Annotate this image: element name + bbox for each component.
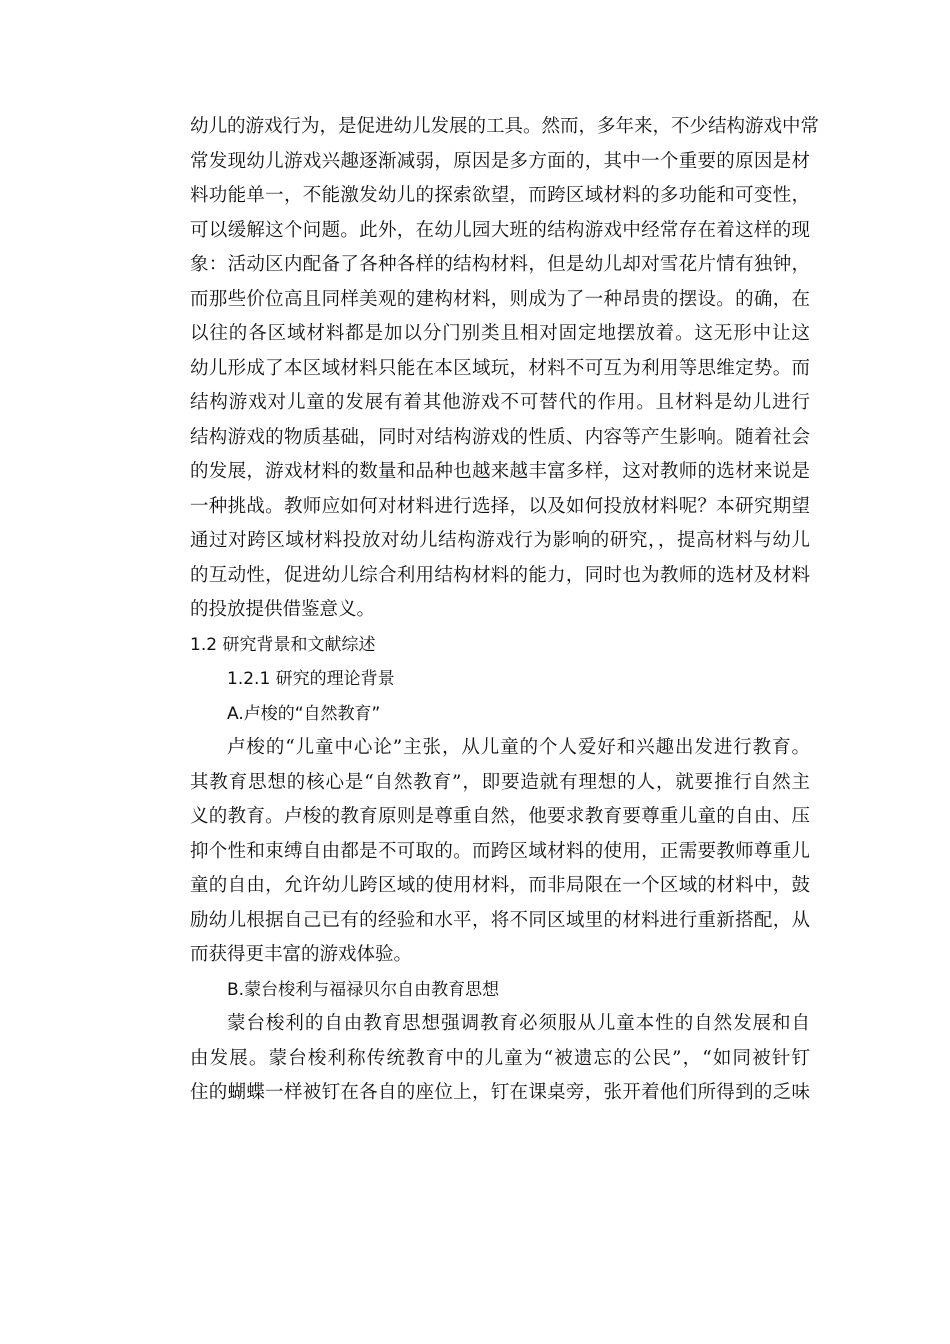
section-heading-1-2: 1.2 研究背景和文献综述 (190, 634, 376, 655)
subsection-heading-a: A.卢梭的“自然教育” (227, 703, 381, 724)
text-line: 而那些价位高且同样美观的建构材料，则成为了一种昂贵的摆设。的确，在 (190, 288, 810, 310)
text-line: 以往的各区域材料都是加以分门别类且相对固定地摆放着。这无形中让这 (190, 323, 810, 344)
text-line: 的互动性，促进幼儿综合利用结构材料的能力，同时也为教师的选材及材料 (190, 564, 810, 586)
text-line: 结构游戏对儿童的发展有着其他游戏不可替代的作用。且材料是幼儿进行 (190, 392, 810, 413)
text-line: 而获得更丰富的游戏体验。 (190, 944, 413, 965)
text-line: 由发展。蒙台梭利称传统教育中的儿童为“被遗忘的公民”，“如同被针钉 (190, 1047, 810, 1069)
text-line: 料功能单一，不能激发幼儿的探索欲望，而跨区域材料的多功能和可变性， (190, 185, 810, 206)
paragraph-montessori (190, 1007, 810, 1111)
text-line: 抑个性和束缚自由都是不可取的。而跨区域材料的使用，正需要教师尊重儿 (190, 840, 810, 862)
text-line: 童的自由，允许幼儿跨区域的使用材料，而非局限在一个区域的材料中，鼓 (190, 875, 810, 896)
text-line: 的发展，游戏材料的数量和品种也越来越丰富多样，这对教师的选材来说是 (190, 461, 810, 482)
text-line: 其教育思想的核心是“自然教育”，即要造就有理想的人，就要推行自然主 (190, 771, 810, 793)
text-line: 卢梭的“儿童中心论”主张，从儿童的个人爱好和兴趣出发进行教育。 (227, 737, 810, 758)
text-line: 义的教育。卢梭的教育原则是尊重自然，他要求教育要尊重儿童的自由、压 (190, 806, 810, 827)
section-heading-1-2-1: 1.2.1 研究的理论背景 (227, 669, 395, 689)
text-line: 住的蝴蝶一样被钉在各自的座位上，钉在课桌旁，张开着他们所得到的乏味 (190, 1082, 810, 1103)
text-line: 幼儿形成了本区域材料只能在本区域玩，材料不可互为利用等思维定势。而 (190, 357, 810, 379)
paragraph-intro (190, 110, 820, 628)
paragraph-rousseau (190, 731, 810, 973)
subsection-heading-b: B.蒙台梭利与福禄贝尔自由教育思想 (227, 979, 500, 1000)
text-line: 一种挑战。教师应如何对材料进行选择，以及如何投放材料呢？本研究期望 (190, 495, 810, 517)
text-line: 常发现幼儿游戏兴趣逐渐减弱，原因是多方面的，其中一个重要的原因是材 (190, 150, 810, 172)
text-line: 蒙台梭利的自由教育思想强调教育必须服从儿童本性的自然发展和自 (227, 1013, 810, 1034)
text-line: 象：活动区内配备了各种各样的结构材料，但是幼儿却对雪花片情有独钟， (190, 254, 810, 275)
text-line: 的投放提供借鉴意义。 (190, 599, 376, 620)
text-line: 通过对跨区域材料投放对幼儿结构游戏行为影响的研究，，提高材料与幼儿 (190, 530, 810, 551)
document-body (190, 110, 820, 1111)
text-line: 幼儿的游戏行为，是促进幼儿发展的工具。然而，多年来，不少结构游戏中常 (190, 116, 820, 137)
text-line: 结构游戏的物质基础，同时对结构游戏的性质、内容等产生影响。随着社会 (190, 426, 810, 448)
text-line: 励幼儿根据自己已有的经验和水平，将不同区域里的材料进行重新搭配，从 (190, 909, 810, 931)
text-line: 可以缓解这个问题。此外，在幼儿园大班的结构游戏中经常存在着这样的现 (190, 219, 810, 241)
